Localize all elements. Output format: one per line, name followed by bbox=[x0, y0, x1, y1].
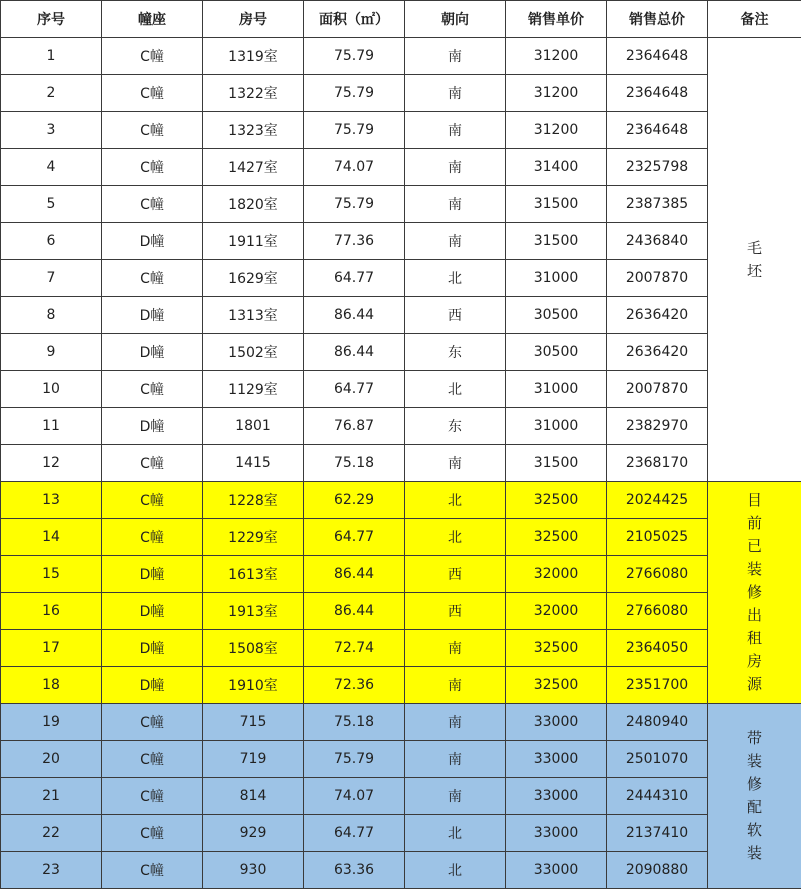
cell-area: 75.79 bbox=[304, 38, 405, 75]
cell-unit-price: 31200 bbox=[506, 112, 607, 149]
cell-room: 1911室 bbox=[203, 223, 304, 260]
cell-area: 86.44 bbox=[304, 297, 405, 334]
cell-total-price: 2480940 bbox=[607, 704, 708, 741]
cell-building: C幢 bbox=[102, 75, 203, 112]
cell-orientation: 西 bbox=[405, 556, 506, 593]
cell-orientation: 南 bbox=[405, 778, 506, 815]
table-row bbox=[1, 408, 801, 445]
cell-total-price: 2636420 bbox=[607, 297, 708, 334]
cell-unit-price: 32000 bbox=[506, 556, 607, 593]
table-row bbox=[1, 297, 801, 334]
cell-index: 20 bbox=[1, 741, 102, 778]
table-row bbox=[1, 112, 801, 149]
cell-index: 8 bbox=[1, 297, 102, 334]
table-row bbox=[1, 815, 801, 852]
cell-unit-price: 31200 bbox=[506, 38, 607, 75]
table-row bbox=[1, 630, 801, 667]
cell-total-price: 2364648 bbox=[607, 38, 708, 75]
cell-room: 930 bbox=[203, 852, 304, 889]
cell-orientation: 南 bbox=[405, 630, 506, 667]
cell-index: 16 bbox=[1, 593, 102, 630]
cell-building: C幢 bbox=[102, 741, 203, 778]
cell-area: 64.77 bbox=[304, 260, 405, 297]
table-row bbox=[1, 704, 801, 741]
cell-area: 72.74 bbox=[304, 630, 405, 667]
cell-building: C幢 bbox=[102, 704, 203, 741]
table-body bbox=[1, 38, 801, 889]
cell-total-price: 2501070 bbox=[607, 741, 708, 778]
cell-index: 4 bbox=[1, 149, 102, 186]
cell-area: 75.79 bbox=[304, 75, 405, 112]
cell-unit-price: 31200 bbox=[506, 75, 607, 112]
cell-room: 1820室 bbox=[203, 186, 304, 223]
cell-total-price: 2766080 bbox=[607, 593, 708, 630]
note-text: 目前已装修出租房源 bbox=[746, 491, 762, 693]
cell-total-price: 2351700 bbox=[607, 667, 708, 704]
table-row bbox=[1, 852, 801, 889]
cell-index: 9 bbox=[1, 334, 102, 371]
cell-index: 23 bbox=[1, 852, 102, 889]
cell-area: 74.07 bbox=[304, 149, 405, 186]
cell-building: D幢 bbox=[102, 556, 203, 593]
cell-area: 75.79 bbox=[304, 741, 405, 778]
cell-orientation: 东 bbox=[405, 408, 506, 445]
cell-unit-price: 32000 bbox=[506, 593, 607, 630]
cell-index: 1 bbox=[1, 38, 102, 75]
cell-index: 15 bbox=[1, 556, 102, 593]
cell-building: D幢 bbox=[102, 630, 203, 667]
cell-unit-price: 30500 bbox=[506, 334, 607, 371]
table-row bbox=[1, 667, 801, 704]
cell-building: C幢 bbox=[102, 112, 203, 149]
table-row bbox=[1, 75, 801, 112]
cell-orientation: 南 bbox=[405, 704, 506, 741]
cell-building: C幢 bbox=[102, 482, 203, 519]
cell-total-price: 2364648 bbox=[607, 112, 708, 149]
cell-orientation: 南 bbox=[405, 186, 506, 223]
cell-room: 1415 bbox=[203, 445, 304, 482]
cell-building: C幢 bbox=[102, 445, 203, 482]
note-cell bbox=[708, 38, 801, 482]
cell-total-price: 2105025 bbox=[607, 519, 708, 556]
cell-total-price: 2364648 bbox=[607, 75, 708, 112]
cell-area: 77.36 bbox=[304, 223, 405, 260]
cell-area: 75.18 bbox=[304, 704, 405, 741]
table-row bbox=[1, 260, 801, 297]
cell-total-price: 2024425 bbox=[607, 482, 708, 519]
cell-unit-price: 33000 bbox=[506, 852, 607, 889]
cell-area: 86.44 bbox=[304, 593, 405, 630]
cell-room: 1129室 bbox=[203, 371, 304, 408]
header-room: 房号 bbox=[203, 1, 304, 38]
cell-orientation: 南 bbox=[405, 75, 506, 112]
note-cell bbox=[708, 704, 801, 889]
cell-unit-price: 33000 bbox=[506, 778, 607, 815]
cell-orientation: 东 bbox=[405, 334, 506, 371]
cell-orientation: 南 bbox=[405, 741, 506, 778]
cell-room: 1229室 bbox=[203, 519, 304, 556]
cell-total-price: 2444310 bbox=[607, 778, 708, 815]
cell-building: D幢 bbox=[102, 223, 203, 260]
cell-orientation: 南 bbox=[405, 112, 506, 149]
table-row bbox=[1, 593, 801, 630]
cell-index: 3 bbox=[1, 112, 102, 149]
table-row bbox=[1, 482, 801, 519]
cell-unit-price: 31000 bbox=[506, 371, 607, 408]
cell-room: 1323室 bbox=[203, 112, 304, 149]
note-text: 带装修配软装 bbox=[746, 729, 762, 862]
cell-room: 1913室 bbox=[203, 593, 304, 630]
cell-index: 14 bbox=[1, 519, 102, 556]
cell-area: 75.79 bbox=[304, 186, 405, 223]
cell-area: 63.36 bbox=[304, 852, 405, 889]
cell-room: 1427室 bbox=[203, 149, 304, 186]
cell-orientation: 北 bbox=[405, 815, 506, 852]
cell-room: 1629室 bbox=[203, 260, 304, 297]
cell-total-price: 2766080 bbox=[607, 556, 708, 593]
table-row bbox=[1, 556, 801, 593]
cell-area: 72.36 bbox=[304, 667, 405, 704]
cell-building: D幢 bbox=[102, 334, 203, 371]
cell-room: 1910室 bbox=[203, 667, 304, 704]
cell-room: 719 bbox=[203, 741, 304, 778]
cell-unit-price: 30500 bbox=[506, 297, 607, 334]
header-orientation: 朝向 bbox=[405, 1, 506, 38]
cell-area: 64.77 bbox=[304, 519, 405, 556]
cell-total-price: 2636420 bbox=[607, 334, 708, 371]
cell-unit-price: 33000 bbox=[506, 815, 607, 852]
cell-orientation: 西 bbox=[405, 297, 506, 334]
cell-area: 64.77 bbox=[304, 371, 405, 408]
cell-unit-price: 32500 bbox=[506, 482, 607, 519]
cell-room: 1502室 bbox=[203, 334, 304, 371]
cell-index: 12 bbox=[1, 445, 102, 482]
cell-building: D幢 bbox=[102, 667, 203, 704]
cell-room: 1613室 bbox=[203, 556, 304, 593]
cell-building: C幢 bbox=[102, 186, 203, 223]
cell-orientation: 南 bbox=[405, 445, 506, 482]
cell-unit-price: 33000 bbox=[506, 741, 607, 778]
note-text: 毛坯 bbox=[746, 238, 762, 280]
cell-index: 17 bbox=[1, 630, 102, 667]
table-row bbox=[1, 223, 801, 260]
cell-orientation: 北 bbox=[405, 519, 506, 556]
cell-area: 62.29 bbox=[304, 482, 405, 519]
cell-unit-price: 31400 bbox=[506, 149, 607, 186]
cell-area: 86.44 bbox=[304, 334, 405, 371]
cell-building: C幢 bbox=[102, 519, 203, 556]
cell-orientation: 南 bbox=[405, 667, 506, 704]
cell-index: 19 bbox=[1, 704, 102, 741]
cell-area: 86.44 bbox=[304, 556, 405, 593]
cell-room: 715 bbox=[203, 704, 304, 741]
cell-orientation: 北 bbox=[405, 371, 506, 408]
cell-room: 1508室 bbox=[203, 630, 304, 667]
table-row bbox=[1, 445, 801, 482]
cell-orientation: 南 bbox=[405, 223, 506, 260]
table-row bbox=[1, 38, 801, 75]
cell-total-price: 2007870 bbox=[607, 260, 708, 297]
cell-index: 7 bbox=[1, 260, 102, 297]
cell-index: 21 bbox=[1, 778, 102, 815]
table-row bbox=[1, 186, 801, 223]
cell-total-price: 2387385 bbox=[607, 186, 708, 223]
cell-orientation: 西 bbox=[405, 593, 506, 630]
cell-room: 1313室 bbox=[203, 297, 304, 334]
cell-unit-price: 31500 bbox=[506, 223, 607, 260]
cell-index: 2 bbox=[1, 75, 102, 112]
cell-room: 814 bbox=[203, 778, 304, 815]
cell-total-price: 2137410 bbox=[607, 815, 708, 852]
cell-unit-price: 31500 bbox=[506, 445, 607, 482]
cell-index: 6 bbox=[1, 223, 102, 260]
cell-total-price: 2007870 bbox=[607, 371, 708, 408]
table-row bbox=[1, 371, 801, 408]
header-area: 面积（㎡） bbox=[304, 1, 405, 38]
table-row bbox=[1, 741, 801, 778]
cell-area: 76.87 bbox=[304, 408, 405, 445]
cell-unit-price: 31000 bbox=[506, 260, 607, 297]
cell-area: 75.18 bbox=[304, 445, 405, 482]
cell-unit-price: 31500 bbox=[506, 186, 607, 223]
cell-index: 5 bbox=[1, 186, 102, 223]
header-total-price: 销售总价 bbox=[607, 1, 708, 38]
table-row bbox=[1, 519, 801, 556]
cell-room: 929 bbox=[203, 815, 304, 852]
cell-orientation: 南 bbox=[405, 149, 506, 186]
cell-index: 10 bbox=[1, 371, 102, 408]
cell-unit-price: 32500 bbox=[506, 667, 607, 704]
table-row bbox=[1, 334, 801, 371]
cell-total-price: 2364050 bbox=[607, 630, 708, 667]
header-row bbox=[1, 1, 801, 38]
cell-building: C幢 bbox=[102, 38, 203, 75]
cell-room: 1322室 bbox=[203, 75, 304, 112]
cell-orientation: 南 bbox=[405, 38, 506, 75]
cell-total-price: 2325798 bbox=[607, 149, 708, 186]
cell-index: 22 bbox=[1, 815, 102, 852]
cell-building: D幢 bbox=[102, 297, 203, 334]
table-row bbox=[1, 778, 801, 815]
cell-area: 64.77 bbox=[304, 815, 405, 852]
header-note: 备注 bbox=[708, 1, 801, 38]
cell-orientation: 北 bbox=[405, 260, 506, 297]
cell-room: 1228室 bbox=[203, 482, 304, 519]
cell-room: 1801 bbox=[203, 408, 304, 445]
cell-unit-price: 31000 bbox=[506, 408, 607, 445]
cell-building: C幢 bbox=[102, 260, 203, 297]
cell-total-price: 2090880 bbox=[607, 852, 708, 889]
table-row bbox=[1, 149, 801, 186]
cell-orientation: 北 bbox=[405, 482, 506, 519]
header-building: 幢座 bbox=[102, 1, 203, 38]
note-cell bbox=[708, 482, 801, 704]
cell-unit-price: 32500 bbox=[506, 630, 607, 667]
cell-total-price: 2382970 bbox=[607, 408, 708, 445]
cell-index: 11 bbox=[1, 408, 102, 445]
cell-index: 13 bbox=[1, 482, 102, 519]
cell-total-price: 2436840 bbox=[607, 223, 708, 260]
cell-total-price: 2368170 bbox=[607, 445, 708, 482]
cell-area: 74.07 bbox=[304, 778, 405, 815]
cell-unit-price: 33000 bbox=[506, 704, 607, 741]
cell-area: 75.79 bbox=[304, 112, 405, 149]
cell-unit-price: 32500 bbox=[506, 519, 607, 556]
header-unit-price: 销售单价 bbox=[506, 1, 607, 38]
cell-building: D幢 bbox=[102, 408, 203, 445]
cell-building: D幢 bbox=[102, 593, 203, 630]
header-index: 序号 bbox=[1, 1, 102, 38]
cell-building: C幢 bbox=[102, 371, 203, 408]
cell-building: C幢 bbox=[102, 149, 203, 186]
cell-building: C幢 bbox=[102, 852, 203, 889]
cell-room: 1319室 bbox=[203, 38, 304, 75]
cell-orientation: 北 bbox=[405, 852, 506, 889]
cell-building: C幢 bbox=[102, 815, 203, 852]
cell-building: C幢 bbox=[102, 778, 203, 815]
cell-index: 18 bbox=[1, 667, 102, 704]
